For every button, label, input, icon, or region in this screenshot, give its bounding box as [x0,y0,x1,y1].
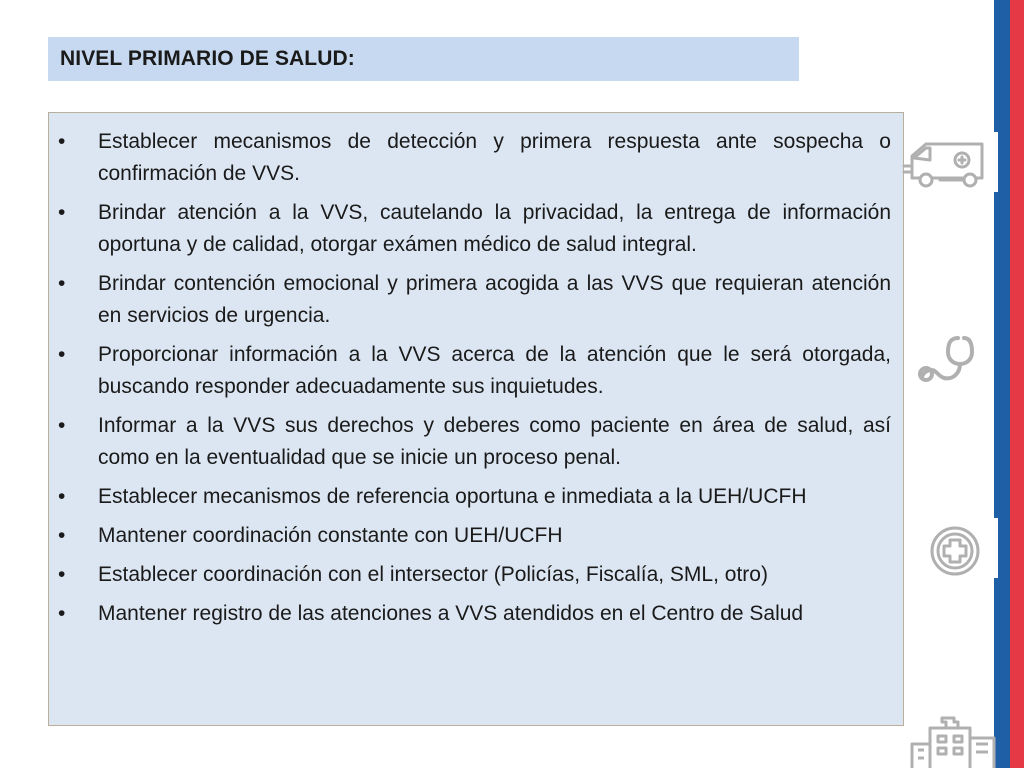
bullet-text: Mantener registro de las atenciones a VVS atendidos en el Centro de Salud [98,602,804,625]
ambulance-icon [900,136,992,192]
bullet-marker: • [58,414,66,437]
slide-title: NIVEL PRIMARIO DE SALUD: [60,47,355,70]
list-item [49,520,891,552]
bullet-text: Proporcionar información a la VVS acerca de la atención que le será otorgada, buscando responder adecuadamente sus inquietudes. [98,343,891,398]
bullet-marker: • [58,602,66,625]
list-item [49,197,891,261]
stethoscope-icon [914,330,980,386]
bullet-marker: • [58,563,66,586]
bullet-text: Brindar atención a la VVS, cautelando la privacidad, la entrega de información oportuna y de calidad, otorgar exámen médico de salud integral. [98,201,891,256]
bullet-marker: • [58,201,66,224]
bullet-text: Establecer coordinación con el intersector (Policías, Fiscalía, SML, otro) [98,563,768,586]
blue-side-stripe [994,0,1010,768]
list-item [49,339,891,403]
bullet-list [49,113,903,630]
list-item [49,268,891,332]
bullet-text: Brindar contención emocional y primera acogida a las VVS que requieran atención en servicios de urgencia. [98,272,891,327]
bullet-marker: • [58,343,66,366]
bullet-marker: • [58,130,66,153]
list-item [49,481,891,513]
list-item [49,126,891,190]
slide-title-bar [48,37,799,81]
content-box [48,112,904,726]
stripe-gap [994,132,998,192]
hospital-building-icon [908,714,998,768]
bullet-text: Informar a la VVS sus derechos y deberes como paciente en área de salud, así como en la eventualidad que se inicie un proceso penal. [98,414,891,469]
stripe-gap [994,518,998,578]
bullet-marker: • [58,272,66,295]
bullet-text: Mantener coordinación constante con UEH/UCFH [98,524,563,547]
list-item [49,410,891,474]
bullet-marker: • [58,485,66,508]
bullet-text: Establecer mecanismos de detección y primera respuesta ante sospecha o confirmación de VVS. [98,130,891,185]
bullet-text: Establecer mecanismos de referencia oportuna e inmediata a la UEH/UCFH [98,485,807,508]
medical-cross-icon [928,524,982,578]
bullet-marker: • [58,524,66,547]
red-side-stripe [1010,0,1024,768]
list-item [49,559,891,591]
list-item [49,598,891,630]
